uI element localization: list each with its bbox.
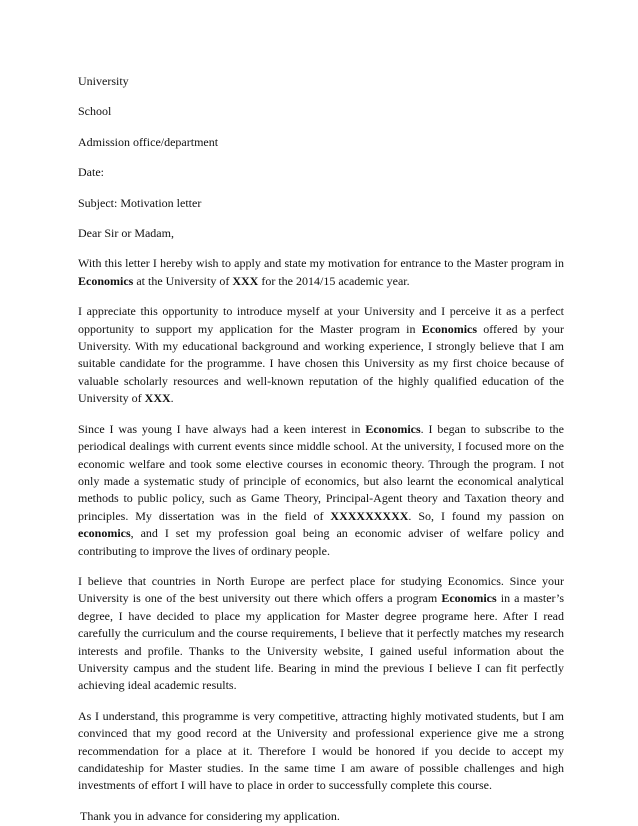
letter-date: Date: bbox=[78, 165, 104, 180]
body-paragraph-4 bbox=[78, 573, 564, 695]
text-run: . bbox=[170, 391, 174, 406]
text-run: in a master’s degree, I have decided to place my application for Master degree programe here. After I read carefully the curriculum and the course requirements, I believe that it perfectly matches my research interests and profile. Thanks to the University website, I gained useful information about the University campus and the student life. Bearing in mind the previous I believe I can fit perfectly achieving ideal academic results. bbox=[78, 591, 564, 693]
letter-subject: Subject: Motivation letter bbox=[78, 195, 202, 210]
bold-text-run: Economics bbox=[421, 321, 478, 336]
text-run: With this letter I hereby wish to apply and state my motivation for entrance to the Master program in bbox=[78, 256, 564, 271]
closing-line: Thank you in advance for considering my application. bbox=[80, 808, 340, 823]
text-run: I appreciate this opportunity to introduce myself at your University and I perceive it as a perfect opportunity to support my application for the Master program in bbox=[78, 304, 564, 336]
recipient-school: School bbox=[78, 104, 112, 119]
text-run: offered by your University. With my educational background and working experience, I strongly believe that I am suitable candidate for the programme. I have chosen this University as my first choice because of valuable scholarly resources and well-known reputation of the highly qualified education of the University of bbox=[78, 321, 564, 406]
text-run: . I began to subscribe to the periodical dealings with current events since middle school. At the university, I focused more on the economic welfare and took some elective courses in economic theory. Through the program. I not only made a systematic study of principle of economics, but also learnt the economical analytical methods to public policy, such as Game Theory, Principal-Agent theory and Taxation theory and principles. My dissertation was in the field of bbox=[78, 421, 564, 523]
body-paragraph-1 bbox=[78, 255, 564, 290]
text-run: , and I set my profession goal being an economic adviser of welfare policy and contributing to improve the lives of ordinary people. bbox=[78, 526, 564, 558]
text-run: for the 2014/15 academic year. bbox=[258, 273, 410, 288]
body-paragraph-3 bbox=[78, 421, 564, 560]
body-paragraph-2 bbox=[78, 303, 564, 407]
motivation-letter bbox=[78, 73, 564, 825]
bold-text-run: XXXXXXXXX bbox=[330, 508, 409, 523]
text-run: at the University of bbox=[133, 273, 233, 288]
bold-text-run: Economics bbox=[365, 421, 421, 436]
salutation: Dear Sir or Madam, bbox=[78, 226, 174, 241]
text-run: . So, I found my passion on bbox=[408, 508, 564, 523]
recipient-university: University bbox=[78, 74, 129, 88]
body-paragraph-5 bbox=[78, 708, 564, 795]
bold-text-run: Economics bbox=[78, 273, 134, 288]
text-run: Since I was young I have always had a keen interest in bbox=[78, 421, 366, 436]
recipient-office: Admission office/department bbox=[78, 134, 219, 149]
text-run: I believe that countries in North Europe are perfect place for studying Economics. Since your University is one of the best university out there which offers a program bbox=[78, 573, 564, 606]
bold-text-run: XXX bbox=[232, 273, 259, 288]
bold-text-run: XXX bbox=[144, 391, 171, 406]
text-run: As I understand, this programme is very competitive, attracting highly motivated students, but I am convinced that my good record at the University and professional experience give me a strong recommendation for a place at it. Therefore I would be honored if you decide to accept my candidateship for Master studies. In the same time I am aware of possible challenges and high investments of effort I will have to place in order to successfully complete this course. bbox=[78, 708, 564, 793]
bold-text-run: Economics bbox=[441, 591, 497, 606]
bold-text-run: economics bbox=[78, 526, 131, 541]
